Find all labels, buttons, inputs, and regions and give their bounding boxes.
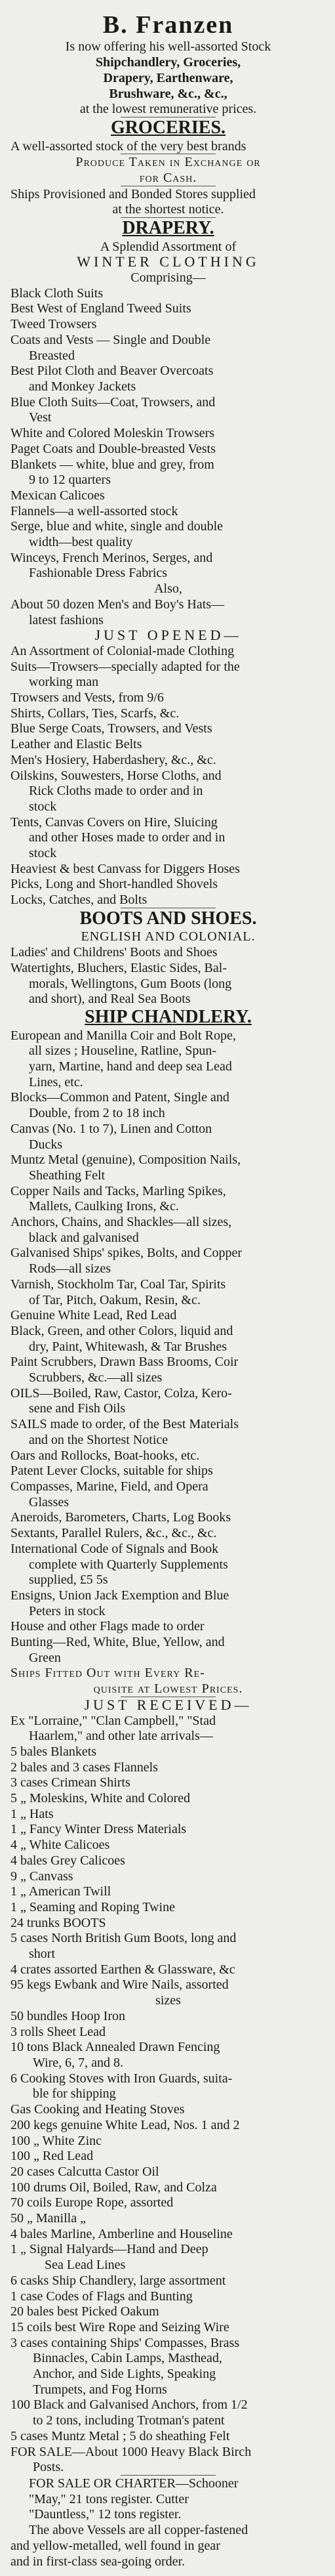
list-item: 4 „ White Calicoes [10, 1838, 110, 1853]
list-item: sene and Fish Oils [29, 1401, 126, 1416]
list-item: 1 „ Fancy Winter Dress Materials [10, 1822, 187, 1837]
text-line: Comprising— [130, 270, 206, 285]
list-item: Ladies' and Childrens' Boots and Shoes [10, 945, 218, 960]
list-item: Blankets — white, blue and grey, from [10, 457, 214, 472]
list-item: 1 „ Signal Halyards—Hand and Deep [10, 2242, 208, 2257]
list-item: of Tar, Pitch, Oakum, Resin, &c. [29, 1292, 201, 1307]
list-item: 9 to 12 quarters [29, 473, 111, 488]
list-item: Sheathing Felt [29, 1168, 106, 1183]
list-item: Sextants, Parallel Rulers, &c., &c., &c. [10, 1526, 217, 1541]
list-item: 50 bundles Hoop Iron [10, 2008, 125, 2023]
list-item: width—best quality [29, 535, 133, 550]
list-item: black and galvanised [29, 1230, 139, 1245]
list-item: 10 tons Black Annealed Drawn Fencing [10, 2040, 220, 2055]
list-item: Blue Serge Coats, Trowsers, and Vests [10, 721, 212, 736]
list-item: White and Colored Moleskin Trowsers [10, 426, 215, 441]
subheading: ENGLISH AND COLONIAL. [81, 929, 256, 944]
list-item: Locks, Catches, and Bolts [10, 893, 148, 908]
list-item: Heaviest & best Canvass for Diggers Hoses [10, 861, 240, 876]
list-item: and short), and Real Sea Boots [29, 992, 191, 1007]
subheading: JUST RECEIVED— [84, 1697, 252, 1713]
list-item: Winceys, French Merinos, Serges, and [10, 550, 213, 565]
list-item: Varnish, Stockholm Tar, Coal Tar, Spirits [10, 1277, 226, 1292]
list-item: Oilskins, Souwesters, Horse Cloths, and [10, 768, 222, 783]
section-heading: DRAPERY. [122, 218, 214, 239]
list-item: Scrubbers, &c.—all sizes [29, 1370, 163, 1385]
subheading: WINTER CLOTHING [77, 254, 260, 270]
list-item: 20 bales best Picked Oakum [10, 2304, 159, 2319]
list-item: stock [29, 846, 57, 861]
list-item: 70 coils Europe Rope, assorted [10, 2195, 174, 2210]
list-item: all sizes ; Houseline, Ratline, Spun- [29, 1044, 217, 1059]
list-item: complete with Quarterly Supplements [29, 1557, 228, 1572]
list-item: 4 bales Marline, Amberline and Houseline [10, 2226, 233, 2241]
list-item: 1 „ Seaming and Roping Twine [10, 1899, 175, 1914]
list-item: Tents, Canvas Covers on Hire, Sluicing [10, 814, 218, 830]
list-item: Binnacles, Cabin Lamps, Masthead, [33, 2351, 222, 2366]
list-item: Bunting—Red, White, Blue, Yellow, and [10, 1635, 225, 1650]
list-item: 5 „ Moleskins, White and Colored [10, 1791, 191, 1806]
list-item: Mexican Calicoes [10, 488, 105, 503]
list-item: Paget Coats and Double-breasted Vests [10, 441, 216, 456]
list-item: An Assortment of Colonial-made Clothing [10, 643, 235, 658]
list-item: 1 case Codes of Flags and Bunting [10, 2289, 193, 2304]
text-line: and in first-class sea-going order. [10, 2554, 186, 2569]
text-line: Haarlem," and other late arrivals— [29, 1729, 213, 1744]
text-line: quisite at Lowest Prices. [93, 1681, 243, 1697]
list-item: 3 cases containing Ships' Compasses, Brass [10, 2335, 240, 2350]
text-line: "May," 21 tons register. Cutter [29, 2491, 189, 2506]
list-item: Leather and Elastic Belts [10, 737, 142, 752]
list-item: Genuine White Lead, Red Lead [10, 1308, 177, 1323]
list-item: About 50 dozen Men's and Boy's Hats— [10, 597, 225, 612]
list-item: Watertights, Bluchers, Elastic Sides, Bal- [10, 960, 227, 975]
list-item: Black, Green, and other Colors, liquid and [10, 1323, 233, 1338]
list-item: Anchor, and Side Lights, Speaking [33, 2367, 216, 2382]
list-item: ble for shipping [33, 2086, 116, 2101]
list-item: House and other Flags made to order [10, 1619, 205, 1634]
list-item: FOR SALE—About 1000 Heavy Black Birch [10, 2444, 252, 2459]
text-line: "Dauntless," 12 tons register. [29, 2507, 182, 2522]
list-item: 24 trunks BOOTS [10, 1915, 106, 1930]
list-item: short [29, 1947, 55, 1962]
list-item: 15 coils best Wire Rope and Seizing Wire [10, 2319, 229, 2334]
list-item: Wire, 6, 7, and 8. [33, 2056, 124, 2070]
list-item: 50 „ Manilla „ [10, 2211, 86, 2226]
list-item: Copper Nails and Tacks, Marling Spikes, [10, 1183, 226, 1198]
list-item: Anchors, Chains, and Shackles—all sizes, [10, 1215, 232, 1230]
list-item: 2 bales and 3 cases Flannels [10, 1760, 158, 1775]
list-item: Sea Lead Lines [45, 2258, 126, 2273]
section-heading: SHIP CHANDLERY. [85, 1007, 252, 1027]
list-item: Best West of England Tweed Suits [10, 301, 191, 316]
list-item: Patent Lever Clocks, suitable for ships [10, 1464, 213, 1479]
list-item: Posts. [33, 2460, 64, 2475]
text-line: Produce Taken in Exchange or [75, 155, 261, 170]
list-item: Breasted [29, 348, 75, 363]
list-item: Lines, etc. [29, 1074, 83, 1089]
text-line: at the shortest notice. [112, 202, 224, 217]
list-item: 100 Black and Galvanised Anchors, from 1/2 [10, 2397, 248, 2413]
intro-line: Is now offering his well-assorted Stock [65, 39, 271, 54]
list-item: Suits—Trowsers—specially adapted for the [10, 659, 240, 674]
list-item: Double, from 2 to 18 inch [29, 1106, 165, 1121]
list-item: 100 drums Oil, Boiled, Raw, and Colza [10, 2180, 217, 2195]
text-line: and yellow-metalled, well found in gear [10, 2538, 220, 2553]
list-item: dry, Paint, Whitewash, & Tar Brushes [29, 1339, 227, 1354]
list-item: Oars and Rollocks, Boat-hooks, etc. [10, 1448, 200, 1463]
list-item: Trumpets, and Fog Horns [33, 2382, 167, 2397]
list-item: Best Pilot Cloth and Beaver Overcoats [10, 364, 214, 379]
text-line: A Splendid Assortment of [100, 239, 237, 254]
text-line: FOR SALE OR CHARTER—Schooner [29, 2476, 239, 2491]
list-item: to 2 tons, including Trotman's patent [33, 2413, 225, 2428]
list-item: Green [29, 1650, 61, 1665]
list-item: 6 casks Ship Chandlery, large assortment [10, 2273, 226, 2288]
text-line: Ships Provisioned and Bonded Stores supplied [10, 186, 256, 201]
list-item: SAILS made to order, of the Best Materials [10, 1417, 239, 1432]
list-item: Blocks—Common and Patent, Single and [10, 1090, 229, 1105]
list-item: Aneroids, Barometers, Charts, Log Books [10, 1510, 231, 1525]
intro-line: Drapery, Earthenware, [103, 70, 233, 85]
list-item: Blue Cloth Suits—Coat, Trowsers, and [10, 394, 216, 410]
list-item: Peters in stock [29, 1603, 106, 1618]
list-item: Rick Cloths made to order and in [29, 784, 203, 799]
list-item: 3 rolls Sheet Lead [10, 2024, 106, 2039]
subheading: JUST OPENED— [94, 627, 242, 643]
list-item: European and Manilla Coir and Bolt Rope, [10, 1028, 236, 1043]
list-item: 100 „ Red Lead [10, 2149, 94, 2164]
list-item: and Monkey Jackets [29, 379, 136, 394]
list-item: 4 crates assorted Earthen & Glassware, &c [10, 1962, 235, 1977]
list-item: 5 cases Muntz Metal ; 5 do sheathing Felt [10, 2428, 230, 2443]
list-item: Coats and Vests — Single and Double [10, 332, 211, 347]
list-item: Gas Cooking and Heating Stoves [10, 2102, 185, 2117]
text-line: A well-assorted stock of the very best brands [10, 138, 246, 154]
list-item: and other Hoses made to order and in [29, 830, 226, 845]
section-heading: GROCERIES. [110, 117, 226, 138]
list-item: Canvas (No. 1 to 7), Linen and Cotton [10, 1121, 212, 1136]
list-item: Rods—all sizes [29, 1261, 111, 1277]
list-item: Fashionable Dress Fabrics [29, 566, 168, 581]
list-item: Paint Scrubbers, Drawn Bass Brooms, Coir [10, 1355, 239, 1370]
list-item: stock [29, 799, 57, 814]
list-item: Ducks [29, 1137, 63, 1152]
intro-line: Shipchandlery, Groceries, [95, 55, 241, 70]
list-item: Galvanised Ships' spikes, Bolts, and Copper [10, 1246, 243, 1261]
list-item: 1 „ Hats [10, 1806, 54, 1821]
list-item: 1 „ American Twill [10, 1884, 111, 1899]
list-item: Glasses [29, 1494, 69, 1510]
list-item: 5 cases North British Gum Boots, long and [10, 1931, 237, 1946]
advertiser-name: B. Franzen [102, 11, 234, 39]
list-item: 5 bales Blankets [10, 1744, 97, 1759]
text-line: for Cash. [139, 170, 197, 185]
list-item: 95 kegs Ewbank and Wire Nails, assorted [10, 1977, 229, 1993]
list-item: Vest [29, 410, 52, 425]
list-item: sizes [155, 1993, 181, 2008]
list-item: Flannels—a well-assorted stock [10, 503, 178, 518]
list-item: Compasses, Marine, Field, and Opera [10, 1479, 208, 1494]
list-item: OILS—Boiled, Raw, Castor, Colza, Kero- [10, 1385, 232, 1401]
list-item: Mallets, Caulking Irons, &c. [29, 1199, 179, 1214]
list-item: 100 „ White Zinc [10, 2133, 102, 2148]
list-item: Serge, blue and white, single and double [10, 519, 224, 534]
list-item: 6 Cooking Stoves with Iron Guards, suita- [10, 2071, 233, 2086]
text-line: Ships Fitted Out with Every Re- [10, 1666, 205, 1681]
list-item: working man [29, 675, 99, 690]
list-item: 9 „ Canvass [10, 1869, 73, 1884]
list-item: 200 kegs genuine White Lead, Nos. 1 and 2 [10, 2117, 240, 2132]
list-item: International Code of Signals and Book [10, 1541, 219, 1556]
list-item: latest fashions [29, 612, 104, 627]
list-item: Tweed Trowsers [10, 317, 97, 332]
list-item: Trowsers and Vests, from 9/6 [10, 690, 164, 706]
list-item: 20 cases Calcutta Castor Oil [10, 2164, 159, 2179]
list-item: 3 cases Crimean Shirts [10, 1775, 130, 1790]
list-item: Muntz Metal (genuine), Composition Nails, [10, 1152, 241, 1168]
list-item: Men's Hosiery, Haberdashery, &c., &c. [10, 752, 216, 767]
list-item: Shirts, Collars, Ties, Scarfs, &c. [10, 706, 180, 721]
list-item: 4 bales Grey Calicoes [10, 1853, 125, 1868]
section-heading: BOOTS AND SHOES. [79, 908, 257, 929]
list-item: and on the Shortest Notice [29, 1432, 168, 1447]
list-item: Also, [154, 581, 182, 597]
list-item: Black Cloth Suits [10, 285, 104, 301]
text-line: Ex "Lorraine," "Clan Campbell," "Stad [10, 1713, 216, 1728]
text-line: The above Vessels are all copper-fastened [29, 2523, 248, 2538]
intro-line: Brushware, &c., &c., [109, 86, 227, 101]
intro-line: at the lowest remunerative prices. [79, 102, 257, 117]
list-item: Ensigns, Union Jack Exemption and Blue [10, 1588, 229, 1603]
list-item: Picks, Long and Short-handled Shovels [10, 877, 218, 892]
list-item: yarn, Martine, hand and deep sea Lead [29, 1059, 232, 1074]
list-item: morals, Wellingtons, Gum Boots (long [29, 976, 232, 991]
list-item: supplied, £5 5s [29, 1573, 108, 1588]
